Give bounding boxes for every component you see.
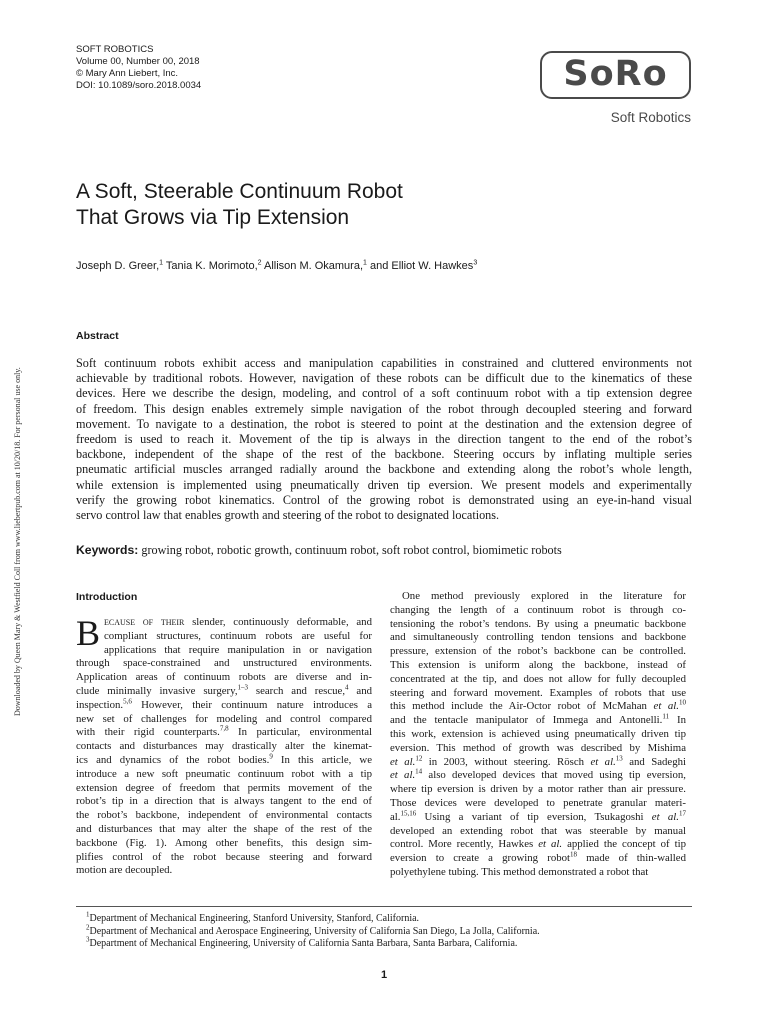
paragraph-line: developed an extending robot that was steerable by manual (390, 824, 686, 837)
abstract-line: backbone, independent of the shape of the rest of the backbone. Steering occurs by inflating multiple series (76, 447, 692, 462)
paragraph-line: introduce a new soft pneumatic continuum robot with a tip (76, 767, 372, 780)
paragraph-line: clude minimally invasive surgery,$^{1-3}$ search and rescue,$^4$ and (76, 683, 372, 697)
left-column (76, 590, 372, 878)
paragraph-line: and disturbances that may alter the shape of the rest of the (76, 822, 372, 835)
paragraph-line: tensioning the robot’s tendons. By using a pneumatic backbone (390, 617, 686, 630)
citation: 10 (679, 698, 687, 707)
abstract-line: pneumatic artificial muscles arranged radially around the backbone and extending along the robot’s whole length, (76, 462, 692, 477)
drop-cap: B (76, 613, 101, 653)
logo-text: SoRo (563, 54, 668, 94)
paragraph-line: this method include the Air-Octor robot of McMahan et al.$^{10}$ (390, 698, 687, 713)
footnote: $^1$Department of Mechanical Engineering, Stanford University, Stanford, California. (86, 910, 420, 924)
paragraph-line: eversion. This method of growth was described by Mishima (390, 741, 686, 754)
paragraph-line: et al.$^{14}$ also developed devices that moved using tip eversion, (390, 767, 686, 782)
citation: 11 (662, 712, 670, 721)
citation: 5,6 (123, 697, 132, 706)
author-list (76, 259, 477, 273)
journal-volume: Volume 00, Number 00, 2018 (76, 56, 200, 67)
paragraph-line: One method previously explored in the literature for (402, 590, 686, 602)
author-name: Joseph D. Greer, (76, 260, 160, 272)
paragraph-line: the robot’s backbone, independent of environmental contacts (76, 809, 372, 822)
page-number: 1 (380, 969, 388, 981)
paragraph-line: and the tentacle manipulator of Immega and Antonelli.$^{11}$ In (390, 712, 686, 727)
title-line-2: That Grows via Tip Extension (76, 206, 350, 229)
abstract-heading: Abstract (76, 330, 119, 342)
author-name: Tania K. Morimoto, (165, 260, 258, 272)
article-title (76, 179, 403, 231)
logo-subtitle: Soft Robotics (610, 110, 691, 125)
abstract-line: while extension is implemented using pneumatically driven tip eversion. We present models and experimentally (76, 477, 692, 492)
footnote: $^2$Department of Mechanical and Aerospace Engineering, University of California San Diego, La Jolla, California. (86, 923, 540, 937)
affiliation-mark: 2 (257, 259, 262, 267)
citation: 1–3 (237, 683, 249, 692)
citation: 4 (345, 683, 349, 692)
paragraph-line: ecause of their slender, continuously deformable, and (104, 616, 372, 628)
paragraph-line: This extension is uniform along the backbone, instead of (390, 658, 686, 671)
abstract-body (76, 356, 692, 523)
abstract-line: verify the growing robot kinematics. Control of the growing robot is demonstrated using an eye-in-hand visual (76, 492, 692, 507)
citation: 14 (415, 767, 423, 776)
paragraph-line: pressure, extension of the robot’s backbone can be controlled. (390, 645, 686, 658)
small-caps-lead: ecause of their (104, 616, 185, 628)
paragraph-line: and simultaneously controlling tendon tensions and backbone (390, 631, 686, 644)
author-name: Allison M. Okamura, (263, 260, 364, 272)
paragraph-line: Application areas of continuum robots are diverse and in- (76, 671, 372, 684)
title-line-1: A Soft, Steerable Continuum Robot (76, 180, 403, 203)
paragraph-line: extension degree of freedom that permits movement of the (76, 781, 372, 794)
journal-name: SOFT ROBOTICS (76, 44, 154, 55)
paragraph-line: inspection.$^{5,6}$ However, their continuum nature introduces a (76, 697, 372, 711)
abstract-line: Soft continuum robots exhibit access and manipulation capabilities in constrained and cluttered environments not (76, 356, 692, 370)
citation: 9 (269, 752, 273, 761)
paragraph-line: applications that require manipulation in or navigation (104, 643, 372, 656)
citation: 12 (415, 753, 423, 762)
paragraph-line: robot’s tip in a direction that is always tangent to the end of (76, 795, 372, 808)
citation: 7,8 (219, 724, 229, 733)
paragraph-line: where tip eversion is driven by a motor rather than air pressure. (390, 783, 686, 796)
citation: 18 (570, 850, 578, 859)
keywords-label: Keywords: (76, 543, 139, 557)
journal-header (76, 44, 201, 92)
author-name: and Elliot W. Hawkes (369, 260, 474, 272)
journal-logo (540, 51, 691, 99)
journal-doi: DOI: 10.1089/soro.2018.0034 (76, 80, 202, 91)
paragraph-line: this work, extension is achieved using pneumatically driven tip (390, 727, 686, 740)
citation: 13 (615, 753, 623, 762)
affiliation-footnotes (86, 910, 540, 951)
abstract-line: devices. Here we describe the design, modeling, and control of a soft continuum robot with a tip extension degree (76, 386, 692, 401)
affiliation-mark: 3 (473, 259, 478, 267)
download-notice: Downloaded by Queen Mary & Westfield Coll from www.liebertpub.com at 10/20/18. For personal use only. (13, 367, 22, 716)
abstract-line: of freedom. This design enables extremely simple navigation of the robot through decoupled steering and forward (76, 401, 692, 416)
footnote-divider (76, 906, 692, 907)
abstract-line: servo control law that enables growth and steering of the robot to designated locations. (76, 507, 500, 522)
abstract-line: freedom is used to reach it. Movement of the tip is always in the direction tangent to the end of the robot’s (76, 431, 692, 446)
paragraph-line: concentrated at the tip, and does not allow for fully decoupled (390, 672, 686, 685)
paragraph-line: eversion to create a growing robot$^{18}$ made of thin-walled (390, 850, 686, 865)
abstract-line: achievable by traditional robots. However, navigation of these robots can be difficult due to the kinematics of these (76, 371, 692, 386)
abstract-line: movement. To navigate to a destination, the robot is steered to point at the destination and the extension degree of (76, 416, 692, 431)
paragraph-line: changing the length of a continuum robot is through co- (390, 603, 686, 616)
paragraph-line: al.$^{15,16}$ Using a variant of tip eversion, Tsukagoshi et al.$^{17}$ (390, 809, 686, 823)
affiliation-mark: 1 (363, 259, 367, 267)
journal-copyright: © Mary Ann Liebert, Inc. (76, 68, 179, 79)
introduction-heading: Introduction (76, 591, 138, 603)
citation: 17 (679, 809, 686, 818)
affiliation-mark: 1 (159, 259, 164, 267)
paragraph-line: through space-constrained and unstructured environments. (76, 657, 372, 670)
paragraph-line: contacts and disturbances may drastically alter the kinemat- (76, 740, 372, 753)
citation: 15,16 (400, 809, 417, 818)
paragraph-line: polyethylene tubing. This method demonstrated a robot that (390, 865, 649, 878)
paragraph-line: motion are decoupled. (76, 864, 173, 877)
keywords-text: growing robot, robotic growth, continuum robot, soft robot control, biomimetic robots (141, 543, 562, 557)
right-column (390, 590, 686, 880)
paragraph-line: ics and dynamics of the robot bodies.$^9$ In this article, we (76, 752, 372, 766)
paragraph-line: new set of challenges for modeling and control compared (76, 712, 372, 725)
paragraph-line: plifies control of the robot because steering and forward (76, 850, 372, 863)
paragraph-line: with their rigid counterparts.$^{7,8}$ In particular, environmental (76, 724, 372, 739)
paragraph-line: Those devices were developed to penetrate granular materi- (390, 796, 686, 809)
footnote: $^3$Department of Mechanical Engineering, University of California Santa Barbara, Santa Barbara, California. (86, 935, 518, 949)
keywords (76, 543, 562, 558)
paragraph-line: steering and forward movement. Examples of robots that use (390, 686, 686, 699)
paragraph-line: backbone (Fig. 1). Among other benefits, this design sim- (76, 836, 372, 849)
paragraph-line: et al.$^{12}$ in 2003, without steering. Rösch et al.$^{13}$ and Sadeghi (390, 753, 687, 768)
paragraph-line: compliant structures, continuum robots are useful for (104, 629, 372, 642)
paragraph-line: control. More recently, Hawkes et al. applied the concept of tip (390, 838, 686, 851)
